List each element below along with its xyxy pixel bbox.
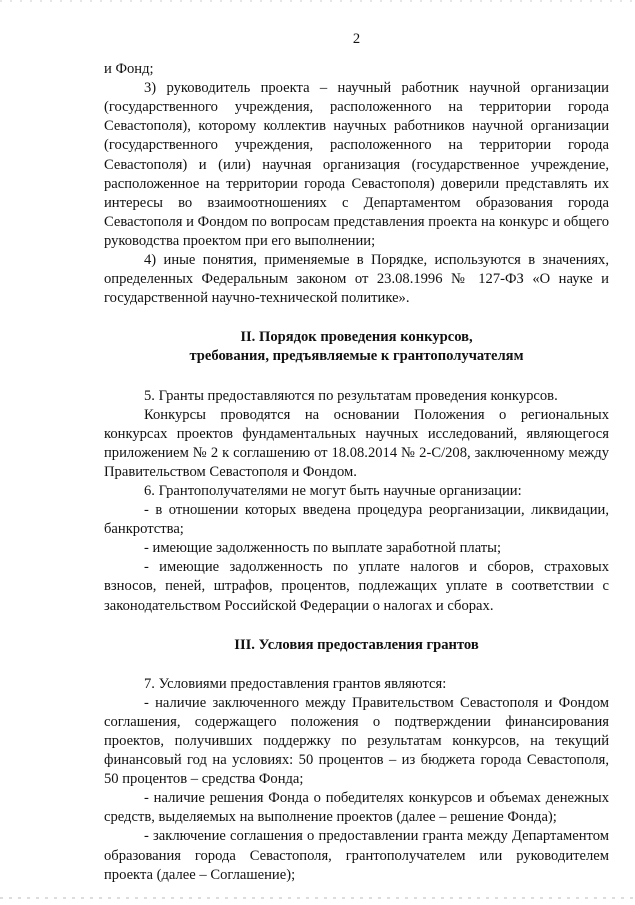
paragraph: 3) руководитель проекта – научный работник научной организации (государственного учреждения, расположенного на территории города Севастополя), которому коллектив научных работников научной организации (государственного учреждения, расположенного на территории города Севастополя) и (или) научная организация (государственное учреждение, расположенное на территории города Севастополя) доверили представлять их интересы во взаимоотношениях с Департаментом образования города Севастополя и Фондом по вопросам представления проекта на конкурс и общего руководства проектом при его выполнении; (104, 80, 609, 249)
paragraph: 6. Грантополучателями не могут быть научные организации: (144, 482, 522, 499)
page-number: 2 (352, 31, 361, 47)
list-item: - наличие заключенного между Правительством Севастополя и Фондом соглашения, содержащего положения о подтверждении финансирования проектов, получивших поддержку по результатам конкурсов, на текущий финансовый год на условиях: 50 процентов – из бюджета города Севастополя, 50 процентов – средства Фонда; (104, 694, 609, 788)
section-3-title: III. Условия предоставления грантов (234, 636, 479, 653)
scan-top-edge (0, 0, 635, 2)
paragraph: Конкурсы проводятся на основании Положения о региональных конкурсах проектов фундаментальных научных исследований, являющегося приложением № 2 к соглашению от 18.08.2014 № 2-С/208, заключенному между Правительством Севастополя и Фондом. (104, 406, 609, 480)
section-2-heading (104, 328, 609, 366)
section-2-title-line2: требования, предъявляемые к грантополучателям (189, 348, 524, 365)
list-item: - заключение соглашения о предоставлении гранта между Департаментом образования города Севастополя, грантополучателем или руководителем проекта (далее – Соглашение); (104, 828, 609, 883)
list-item: - наличие решения Фонда о победителях конкурсов и объемах денежных средств, выделяемых на выполнение проектов (далее – решение Фонда); (104, 790, 609, 826)
section-2-title-line1: II. Порядок проведения конкурсов, (240, 329, 473, 346)
paragraph: 5. Гранты предоставляются по результатам проведения конкурсов. (144, 387, 558, 404)
list-item: - имеющие задолженность по уплате налогов и сборов, страховых взносов, пеней, штрафов, процентов, подлежащих уплате в соответствии с законодательством Российской Федерации о налогах и сборах. (104, 559, 609, 614)
scan-bottom-edge (0, 897, 635, 899)
paragraph: и Фонд; (104, 61, 154, 78)
document-page (104, 30, 609, 885)
paragraph: 7. Условиями предоставления грантов являются: (144, 675, 447, 692)
paragraph: 4) иные понятия, применяемые в Порядке, используются в значениях, определенных Федеральным законом от 23.08.1996 № 127-ФЗ «О науке и государственной научно-технической политике». (104, 252, 609, 307)
list-item: - имеющие задолженность по выплате заработной платы; (144, 540, 502, 557)
list-item: - в отношении которых введена процедура реорганизации, ликвидации, банкротства; (104, 502, 609, 538)
